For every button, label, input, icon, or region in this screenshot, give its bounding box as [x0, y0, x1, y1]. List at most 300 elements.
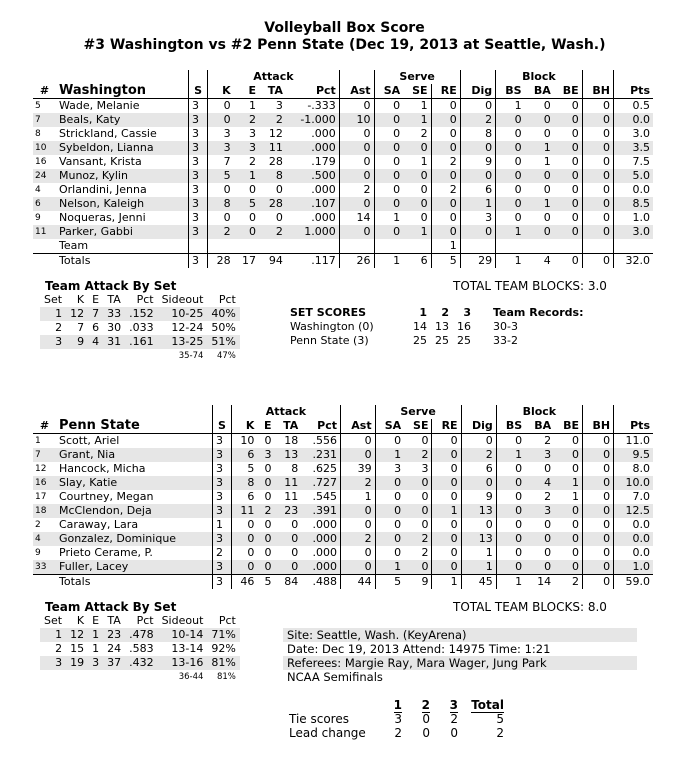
stat-pct: .000: [301, 532, 340, 546]
set-score: 25: [413, 334, 427, 347]
player-name: Slay, Katie: [56, 476, 212, 490]
total-bs: 1: [496, 254, 525, 269]
stat-bs: 0: [496, 211, 525, 225]
attack-set-ta-header: TA: [107, 614, 121, 627]
stat-sa: [374, 239, 403, 254]
stat-pts: 11.0: [614, 434, 653, 449]
stat-ast: 0: [339, 169, 374, 183]
player-row: [33, 141, 653, 155]
stat-dig: 2: [461, 448, 496, 462]
block-group-header: Block: [496, 405, 582, 419]
stat-be: 0: [571, 211, 579, 224]
stat-be: 0: [572, 546, 579, 559]
team-record: 33-2: [493, 334, 518, 347]
totals-row: [33, 575, 653, 590]
stat-ast: 0: [339, 197, 374, 211]
game-event: NCAA Semifinals: [283, 670, 637, 684]
blank-header: [582, 70, 613, 84]
attack-set-pct: .152: [125, 307, 158, 321]
stat-bs: 0: [496, 113, 525, 127]
attack-set-pct2-header: Pct: [218, 614, 236, 627]
stat-pct: .545: [312, 490, 338, 503]
blank-cell: [40, 349, 66, 363]
player-row: [33, 532, 653, 546]
stat-ba: 3: [525, 504, 554, 518]
blank-header: [614, 405, 653, 419]
blank-header: [212, 405, 231, 419]
attack-set-pct: .432: [125, 656, 158, 670]
stat-sa: 0: [375, 546, 404, 560]
stat-pct: .179: [311, 155, 336, 168]
attack-set-row: [40, 335, 240, 349]
stat-re: 0: [432, 490, 461, 504]
stat-bs: 1: [496, 448, 525, 462]
jersey-number: 9: [35, 213, 41, 223]
stat-re: 0: [432, 518, 461, 532]
attack-set-k: 7: [77, 321, 85, 334]
stat-se: 0: [404, 476, 432, 490]
stat-ast: 0: [341, 434, 376, 449]
stat-bh: 0: [583, 504, 614, 518]
jersey-number: 12: [35, 464, 47, 474]
stat-bh: 0: [582, 155, 613, 169]
set-score: 14: [413, 320, 427, 333]
stat-sa: 0: [375, 434, 404, 449]
jersey-number: 2: [35, 520, 41, 530]
stat-re: 0: [431, 141, 460, 155]
stat-k: 0: [208, 99, 234, 114]
stat-e: 1: [249, 99, 257, 112]
stat-ta: 0: [274, 532, 301, 546]
stat-ba: 1: [543, 155, 551, 168]
set-score: 16: [457, 320, 471, 333]
ta-column-header: TA: [259, 84, 286, 99]
stat-ba: 0: [544, 462, 552, 475]
attack-set-k: 12: [66, 628, 88, 642]
stat-ast: 10: [339, 113, 374, 127]
stat-bh: 0: [583, 434, 614, 449]
stat-bs: 0: [496, 462, 525, 476]
serve-group-header: Serve: [374, 70, 460, 84]
set-scores-table: [286, 306, 587, 348]
attack-set-e: 1: [88, 628, 103, 642]
stat-sa: 3: [375, 462, 404, 476]
blank-cell: [88, 670, 103, 684]
attack-set-total-sideout: 36-44: [178, 672, 204, 682]
attack-set-pct2: 71%: [207, 628, 239, 642]
pct-column-header: Pct: [301, 419, 340, 434]
ties-header: 1: [393, 698, 402, 712]
stat-ast: 0: [341, 560, 376, 575]
stat-bh: 0: [582, 183, 613, 197]
stat-sa: 0: [375, 532, 404, 546]
stat-ta: 11: [274, 476, 301, 490]
stat-bh: 0: [583, 490, 614, 504]
attack-set-k: 15: [70, 642, 85, 655]
washington-total-team-blocks: TOTAL TEAM BLOCKS: 3.0: [453, 279, 607, 293]
total-pts: 32.0: [613, 254, 653, 269]
stat-ast: 2: [341, 532, 376, 546]
stat-ta: 0: [291, 546, 299, 559]
attack-set-k: 9: [66, 335, 88, 349]
stat-dig: 0: [460, 99, 495, 114]
stat-ba: 0: [543, 127, 551, 140]
stat-sa: 0: [374, 169, 403, 183]
attack-set-e: 4: [88, 335, 103, 349]
game-referees: Referees: Margie Ray, Mara Wager, Jung Park: [287, 656, 547, 670]
total-re: 1: [432, 575, 461, 590]
stat-s: 3: [212, 476, 231, 490]
blank-cell: [103, 670, 125, 684]
stat-ast: 2: [339, 183, 374, 197]
attack-set-set-header: Set: [44, 293, 63, 306]
player-row: [33, 239, 653, 254]
stat-bh: 0: [582, 127, 613, 141]
stat-ba: 1: [525, 197, 554, 211]
stat-ast: [339, 239, 374, 254]
attack-set-sideout: 12-24: [171, 321, 204, 334]
stat-s: 3: [189, 211, 208, 225]
stat-pct: .231: [301, 448, 340, 462]
player-row: [33, 476, 653, 490]
stat-bs: 0: [496, 197, 525, 211]
player-name: Wade, Melanie: [59, 99, 140, 112]
attack-set-e: 1: [92, 642, 100, 655]
be-column-header: BE: [554, 84, 582, 99]
stat-k: 2: [208, 225, 234, 239]
stat-e: 5: [234, 197, 259, 211]
stat-e: 0: [257, 532, 274, 546]
attack-set-k: 19: [66, 656, 88, 670]
stat-be: [554, 239, 582, 254]
stat-ast: 0: [341, 448, 376, 462]
jersey-number: 16: [35, 157, 47, 167]
ties-value: 0: [450, 726, 458, 740]
stat-ba: 0: [544, 546, 552, 559]
total-e: 5: [257, 575, 274, 590]
totals-label: Totals: [56, 254, 189, 269]
ba-column-header: BA: [525, 419, 554, 434]
stat-s: 3: [189, 169, 208, 183]
attack-set-pct2: 81%: [207, 656, 239, 670]
player-row: [33, 560, 653, 575]
attack-set-pct: .161: [125, 335, 158, 349]
stat-pct: .500: [286, 169, 339, 183]
stat-pts: 5.0: [613, 169, 653, 183]
blank-header: [461, 405, 496, 419]
stat-re: 0: [432, 546, 461, 560]
attack-set-e-header: E: [92, 614, 100, 627]
stat-be: 0: [571, 155, 579, 168]
stat-re: 0: [432, 476, 461, 490]
stat-pts: 1.0: [613, 211, 653, 225]
jersey-number: 11: [33, 225, 56, 239]
stat-se: 2: [404, 448, 432, 462]
ties-table: [285, 698, 508, 740]
jersey-number: 16: [33, 476, 56, 490]
stat-ta: 28: [259, 197, 286, 211]
stat-dig: 6: [460, 183, 495, 197]
stat-bs: 0: [496, 169, 525, 183]
attack-set-sideout: 10-14: [158, 628, 208, 642]
stat-re: 2: [431, 183, 460, 197]
stat-e: 0: [264, 462, 272, 475]
player-row: [33, 127, 653, 141]
page-subtitle: #3 Washington vs #2 Penn State (Dec 19, 2013 at Seattle, Wash.): [83, 37, 606, 53]
stat-ta: 0: [275, 183, 283, 196]
total-bs: 1: [496, 575, 525, 590]
stat-re: 0: [432, 462, 461, 476]
washington-attack-by-set-title: Team Attack By Set: [45, 279, 177, 293]
stat-k: 11: [231, 504, 257, 518]
stat-pts: 0.0: [614, 546, 653, 560]
attack-set-set: 3: [40, 656, 66, 670]
stat-ba: 0: [544, 518, 552, 531]
stat-ba: 1: [525, 141, 554, 155]
pct-column-header: Pct: [286, 84, 339, 99]
total-sa: 1: [374, 254, 403, 269]
stat-ta: 13: [274, 448, 301, 462]
blank-header: [56, 70, 189, 84]
stat-se: 2: [421, 546, 429, 559]
attack-set-sideout: 13-14: [171, 642, 204, 655]
stat-s: [189, 239, 208, 254]
stat-ta: 8: [259, 169, 286, 183]
attack-set-k-header: K: [76, 614, 85, 627]
stat-be: 0: [572, 462, 579, 475]
stat-bs: 0: [496, 504, 525, 518]
stat-sa: 0: [375, 504, 404, 518]
total-dig: 29: [460, 254, 495, 269]
re-column-header: RE: [431, 84, 460, 99]
total-ba: 14: [525, 575, 554, 590]
stat-se: 2: [420, 127, 428, 140]
stat-pts: 0.0: [614, 518, 653, 532]
stat-be: 0: [554, 560, 582, 575]
stat-re: 0: [432, 532, 461, 546]
player-name: Vansant, Krista: [59, 155, 142, 168]
s-column-header: S: [189, 84, 208, 99]
stat-ast: 0: [339, 155, 374, 169]
attack-set-set: 2: [55, 321, 63, 334]
stat-re: 2: [431, 155, 460, 169]
stat-e: [234, 239, 259, 254]
total-e: 17: [234, 254, 259, 269]
set-score: 25: [457, 334, 471, 347]
penn-state-attack-by-set-table: [40, 614, 240, 684]
attack-set-row: [40, 642, 240, 656]
blank-cell: [66, 670, 88, 684]
player-row: [33, 169, 653, 183]
stat-e: 0: [257, 476, 274, 490]
stat-ba: 0: [525, 560, 554, 575]
stat-be: 1: [554, 476, 582, 490]
ties-label: Tie scores: [289, 712, 349, 726]
attack-set-total-pct: 81%: [216, 672, 236, 682]
attack-set-ta: 23: [103, 628, 125, 642]
dig-column-header: Dig: [460, 84, 495, 99]
stat-sa: 1: [375, 448, 404, 462]
stat-re: 0: [431, 211, 460, 225]
stat-k: 6: [231, 490, 257, 504]
attack-set-set: 3: [40, 335, 66, 349]
stat-ta: 28: [268, 155, 283, 168]
stat-be: 1: [572, 490, 579, 503]
blank-cell: [88, 349, 103, 363]
player-name: Strickland, Cassie: [59, 127, 157, 140]
stat-pts: 12.5: [614, 504, 653, 518]
player-row: [33, 225, 653, 239]
attack-set-ta: 24: [107, 642, 122, 655]
blank-header: [56, 405, 212, 419]
attack-set-sideout: 13-16: [158, 656, 208, 670]
ties-value: 3: [394, 712, 402, 726]
stat-pct: .000: [311, 183, 336, 196]
stat-be: 0: [554, 532, 582, 546]
stat-s: 3: [189, 127, 208, 141]
jersey-number: 33: [33, 560, 56, 575]
stat-bh: 0: [582, 169, 613, 183]
stat-pct: .000: [286, 141, 339, 155]
stat-se: 0: [404, 560, 432, 575]
stat-e: 0: [264, 490, 272, 503]
attack-set-pct2: 50%: [211, 321, 236, 334]
stat-be: 0: [571, 99, 579, 112]
ba-column-header: BA: [525, 84, 554, 99]
total-ba: 4: [525, 254, 554, 269]
total-ta: 84: [274, 575, 301, 590]
attack-group-header: Attack: [231, 405, 340, 419]
set-scores-team: Penn State (3): [290, 334, 369, 347]
stat-ast: 0: [339, 99, 374, 114]
attack-set-e: 3: [88, 656, 103, 670]
stat-k: 0: [208, 211, 234, 225]
stat-dig: 1: [461, 546, 496, 560]
attack-set-e: 7: [88, 307, 103, 321]
stat-se: 0: [403, 197, 431, 211]
ties-value: 2: [450, 712, 458, 726]
stat-se: 0: [403, 141, 431, 155]
stat-s: 3: [189, 141, 208, 155]
stat-pct: .391: [301, 504, 340, 518]
blank-cell: [125, 670, 158, 684]
stat-k: 5: [231, 462, 257, 476]
stat-pct: .000: [312, 518, 338, 531]
stat-sa: 0: [374, 155, 403, 169]
stat-e: 2: [257, 504, 274, 518]
stat-sa: 0: [374, 197, 403, 211]
attack-set-pct: .033: [129, 321, 154, 334]
player-name: Noqueras, Jenni: [59, 211, 146, 224]
stat-bh: 0: [583, 462, 614, 476]
stat-ta: 18: [284, 434, 299, 447]
stat-ba: 0: [543, 211, 551, 224]
bs-column-header: BS: [496, 419, 525, 434]
page-title: Volleyball Box Score: [264, 20, 425, 36]
stat-re: 0: [431, 225, 460, 239]
stat-ta: 0: [291, 518, 299, 531]
stat-ta: 12: [268, 127, 283, 140]
ast-column-header: Ast: [341, 419, 376, 434]
attack-set-pct: .478: [125, 628, 158, 642]
sa-column-header: SA: [375, 419, 404, 434]
washington-box-score: [33, 70, 653, 268]
stat-be: 0: [554, 504, 582, 518]
blank-cell: [103, 349, 125, 363]
stat-sa: 1: [374, 211, 403, 225]
stat-dig: 0: [461, 476, 496, 490]
stat-be: 0: [571, 183, 579, 196]
attack-set-sideout: 10-25: [158, 307, 208, 321]
stat-pct: .556: [312, 434, 338, 447]
ta-column-header: TA: [274, 419, 301, 434]
stat-pts: 0.0: [613, 113, 653, 127]
serve-group-header: Serve: [375, 405, 461, 419]
ties-header: Total: [471, 698, 504, 712]
total-pct: .117: [286, 254, 339, 269]
attack-set-row: [40, 656, 240, 670]
total-ast: 44: [341, 575, 376, 590]
stat-re: 1: [432, 504, 461, 518]
stat-ba: 0: [525, 113, 554, 127]
dig-column-header: Dig: [461, 419, 496, 434]
player-name: Grant, Nia: [56, 448, 212, 462]
player-name: Prieto Cerame, P.: [59, 546, 153, 559]
stat-dig: 2: [460, 113, 495, 127]
stat-s: 3: [212, 560, 231, 575]
jersey-number: 4: [33, 532, 56, 546]
attack-set-pct-header: Pct: [136, 614, 154, 627]
total-k: 46: [231, 575, 257, 590]
stat-sa: 0: [374, 113, 403, 127]
attack-set-pct2-header: Pct: [218, 293, 236, 306]
stat-ast: 0: [339, 141, 374, 155]
ties-label: Lead change: [289, 726, 366, 740]
stat-re: 0: [432, 434, 461, 449]
stat-pts: 0.0: [613, 183, 653, 197]
player-name: Team: [59, 239, 89, 252]
jersey-number: 8: [35, 129, 41, 139]
stat-e: 0: [249, 183, 257, 196]
stat-bh: 0: [582, 211, 613, 225]
jersey-number: 4: [35, 185, 41, 195]
attack-set-ta: 33: [103, 307, 125, 321]
stat-re: 0: [431, 127, 460, 141]
stat-ast: 0: [341, 504, 376, 518]
stat-ba: 0: [525, 532, 554, 546]
attack-set-ta: 31: [103, 335, 125, 349]
stat-ba: 3: [525, 448, 554, 462]
stat-re: 0: [431, 113, 460, 127]
stat-k: 0: [231, 518, 257, 532]
jersey-number: 18: [33, 504, 56, 518]
stat-pct: [286, 239, 339, 254]
player-name: Hancock, Micha: [59, 462, 146, 475]
stat-pct: .625: [312, 462, 338, 475]
stat-k: 0: [231, 532, 257, 546]
total-s: 3: [212, 575, 231, 590]
stat-sa: 0: [375, 476, 404, 490]
stat-ta: 23: [274, 504, 301, 518]
ties-value: 0: [422, 726, 430, 740]
ties-value: 0: [422, 712, 430, 726]
stat-s: 3: [212, 448, 231, 462]
player-row: [33, 183, 653, 197]
player-row: [33, 155, 653, 169]
team-records-title: Team Records:: [493, 306, 584, 319]
stat-s: 3: [189, 155, 208, 169]
stat-se: 0: [421, 518, 429, 531]
